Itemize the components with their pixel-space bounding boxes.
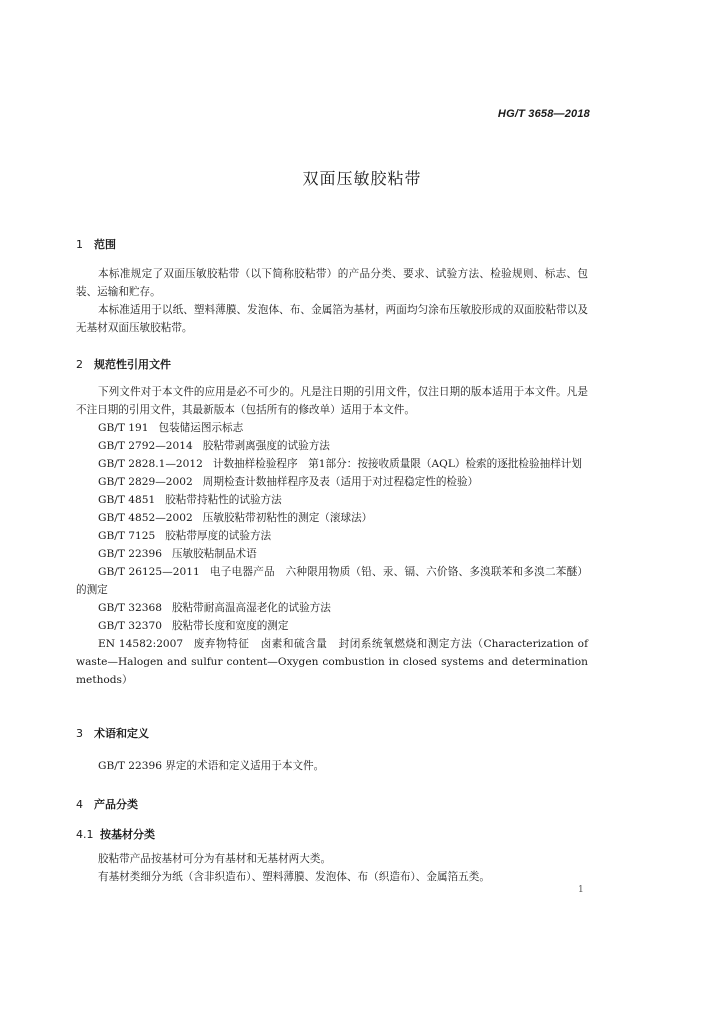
section-title: 范围 <box>94 238 116 251</box>
reference-code: GB/T 32370 <box>98 620 162 632</box>
reference-title: 废弃物特征 卤素和硫含量 封闭系统氧燃烧和测定方法（Characterization of waste—Halogen and sulfur content—Oxygen combustion in closed systems and determination methods） <box>76 638 588 686</box>
reference-title: 压敏胶粘制品术语 <box>171 548 257 560</box>
reference-code: GB/T 22396 <box>98 548 162 560</box>
section-number: 3 <box>76 727 83 740</box>
reference-code: GB/T 4851 <box>98 494 156 506</box>
section-1-heading <box>76 236 116 252</box>
reference-title: 电子电器产品 六种限用物质（铅、汞、镉、六价铬、多溴联苯和多溴二苯醚）的测定 <box>76 566 588 596</box>
reference-item <box>76 563 588 599</box>
reference-item <box>76 545 588 563</box>
reference-list <box>76 419 588 689</box>
section-title: 规范性引用文件 <box>94 358 171 371</box>
reference-title: 胶粘带厚度的试验方法 <box>165 530 272 542</box>
reference-code: GB/T 191 <box>98 422 149 434</box>
section-number: 1 <box>76 238 83 251</box>
reference-code: GB/T 2792—2014 <box>98 440 193 452</box>
reference-item <box>76 509 588 527</box>
reference-code: GB/T 2829—2002 <box>98 476 193 488</box>
standard-code: HG/T 3658—2018 <box>497 108 590 120</box>
section-title: 术语和定义 <box>94 727 149 740</box>
scope-paragraph-1: 本标准规定了双面压敏胶粘带（以下简称胶粘带）的产品分类、要求、试验方法、检验规则、标志、包装、运输和贮存。 <box>76 268 588 298</box>
reference-title: 包装储运图示标志 <box>158 422 244 434</box>
reference-title: 胶粘带长度和宽度的测定 <box>171 620 289 632</box>
section-4-heading <box>76 796 138 812</box>
reference-item <box>76 491 588 509</box>
reference-item <box>76 527 588 545</box>
classification-paragraph-2: 有基材类细分为纸（含非织造布）、塑料薄膜、发泡体、布（织造布）、金属箔五类。 <box>98 871 490 883</box>
reference-title: 计数抽样检验程序 第1部分：按接收质量限（AQL）检索的逐批检验抽样计划 <box>212 458 582 470</box>
page-number: 1 <box>578 885 584 895</box>
reference-code: GB/T 26125—2011 <box>98 566 200 578</box>
reference-title: 胶粘带耐高温高湿老化的试验方法 <box>171 602 331 614</box>
reference-code: GB/T 32368 <box>98 602 162 614</box>
reference-code: GB/T 4852—2002 <box>98 512 193 524</box>
section-title: 产品分类 <box>94 798 138 811</box>
section-4-1-heading <box>76 826 155 842</box>
reference-title: 压敏胶粘带初粘性的测定（滚球法） <box>202 512 373 524</box>
reference-code: EN 14582:2007 <box>98 638 184 650</box>
section-title: 按基材分类 <box>100 828 155 841</box>
section-number: 4 <box>76 798 83 811</box>
reference-item <box>76 617 588 635</box>
reference-item <box>76 473 588 491</box>
section-2-heading <box>76 356 171 372</box>
reference-title: 周期检查计数抽样程序及表（适用于对过程稳定性的检验） <box>202 476 479 488</box>
document-title: 双面压敏胶粘带 <box>302 169 422 188</box>
section-3-heading <box>76 725 149 741</box>
reference-title: 胶粘带持粘性的试验方法 <box>165 494 282 506</box>
reference-code: GB/T 2828.1—2012 <box>98 458 203 470</box>
reference-item <box>76 599 588 617</box>
scope-paragraph-2: 本标准适用于以纸、塑料薄膜、发泡体、布、金属箔为基材，两面均匀涂布压敏胶形成的双面胶粘带以及无基材双面压敏胶粘带。 <box>76 304 588 334</box>
reference-item <box>76 635 588 689</box>
reference-code: GB/T 7125 <box>98 530 156 542</box>
reference-item <box>76 437 588 455</box>
references-intro: 下列文件对于本文件的应用是必不可少的。凡是注日期的引用文件，仅注日期的版本适用于本文件。凡是不注日期的引用文件，其最新版本（包括所有的修改单）适用于本文件。 <box>76 386 588 416</box>
reference-item <box>76 419 588 437</box>
classification-paragraph-1: 胶粘带产品按基材可分为有基材和无基材两大类。 <box>98 853 332 865</box>
section-number: 2 <box>76 358 83 371</box>
terms-paragraph: GB/T 22396 界定的术语和定义适用于本文件。 <box>98 760 325 772</box>
reference-title: 胶粘带剥离强度的试验方法 <box>202 440 330 452</box>
section-number: 4.1 <box>76 828 94 841</box>
reference-item <box>76 455 588 473</box>
